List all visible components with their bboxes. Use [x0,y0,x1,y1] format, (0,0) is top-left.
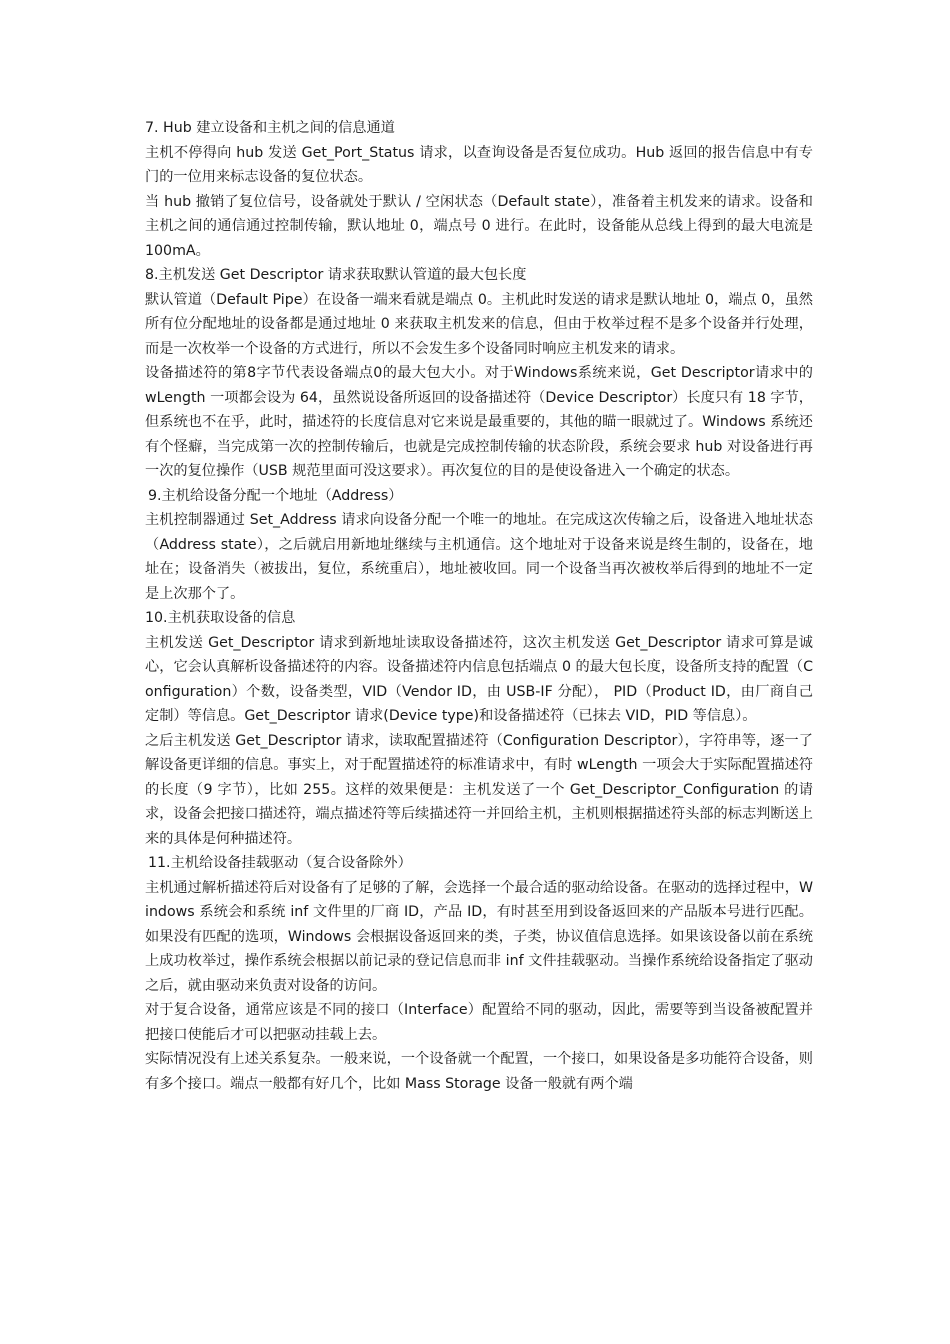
paragraph: 实际情况没有上述关系复杂。一般来说，一个设备就一个配置，一个接口，如果设备是多功能符合设备，则有多个接口。端点一般都有好几个，比如 Mass Storage 设备一般就有两个端 [145,1051,813,1092]
paragraph: 默认管道（Default Pipe）在设备一端来看就是端点 0。主机此时发送的请求是默认地址 0，端点 0，虽然所有位分配地址的设备都是通过地址 0 来获取主机发来的信息，但由于枚举过程不是多个设备并行处理，而是一次枚举一个设备的方式进行，所以不会发生多个设备同时响应主机发来的请求。 [145,291,813,357]
paragraph: 主机控制器通过 Set_Address 请求向设备分配一个唯一的地址。在完成这次传输之后，设备进入地址状态（Address state），之后就启用新地址继续与主机通信。这个地址对于设备来说是终生制的，设备在，地址在；设备消失（被拔出，复位，系统重启），地址被收回。同一个设备当再次被枚举后得到的地址不一定是上次那个了。 [145,512,813,602]
paragraph: 设备描述符的第8字节代表设备端点0的最大包大小。对于Windows系统来说，Get Descriptor请求中的 wLength 一项都会设为 64，虽然说设备所返回的设备描述符（Device Descriptor）长度只有 18 字节，但系统也不在乎，此时，描述符的长度信息对它来说是最重要的，其他的瞄一眼就过了。Windows 系统还有个怪癖，当完成第一次的控制传输后，也就是完成控制传输的状态阶段，系统会要求 hub 对设备进行再一次的复位操作（USB 规范里面可没这要求）。再次复位的目的是使设备进入一个确定的状态。 [145,365,813,479]
paragraph: 之后主机发送 Get_Descriptor 请求，读取配置描述符（Configuration Descriptor），字符串等，逐一了解设备更详细的信息。事实上，对于配置描述符的标准请求中，有时 wLength 一项会大于实际配置描述符的长度（9 字节），比如 255。这样的效果便是：主机发送了一个 Get_Descriptor_Configuration 的请求，设备会把接口描述符，端点描述符等后续描述符一并回给主机，主机则根据描述符头部的标志判断送上来的具体是何种描述符。 [145,732,813,847]
heading-step-11: 11.主机给设备挂载驱动（复合设备除外） [148,855,412,871]
paragraph: 对于复合设备，通常应该是不同的接口（Interface）配置给不同的驱动，因此，需要等到当设备被配置并把接口使能后才可以把驱动挂载上去。 [145,1002,813,1043]
heading-step-8: 8.主机发送 Get Descriptor 请求获取默认管道的最大包长度 [145,267,527,283]
heading-step-9: 9.主机给设备分配一个地址（Address） [148,487,403,504]
heading-step-10: 10.主机获取设备的信息 [145,610,296,626]
document-page [145,116,813,1096]
paragraph: 当 hub 撤销了复位信号，设备就处于默认 / 空闲状态（Default state），准备着主机发来的请求。设备和主机之间的通信通过控制传输，默认地址 0，端点号 0 进行。在此时，设备能从总线上得到的最大电流是 100mA。 [145,193,813,259]
heading-step-7: 7. Hub 建立设备和主机之间的信息通道 [145,120,395,136]
paragraph: 主机通过解析描述符后对设备有了足够的了解，会选择一个最合适的驱动给设备。在驱动的选择过程中，Windows 系统会和系统 inf 文件里的厂商 ID，产品 ID，有时甚至用到设备返回来的产品版本号进行匹配。如果没有匹配的选项，Windows 会根据设备返回来的类，子类，协议值信息选择。如果该设备以前在系统上成功枚举过，操作系统会根据以前记录的登记信息而非 inf 文件挂载驱动。当操作系统给设备指定了驱动之后，就由驱动来负责对设备的访问。 [145,879,813,994]
paragraph: 主机发送 Get_Descriptor 请求到新地址读取设备描述符，这次主机发送 Get_Descriptor 请求可算是诚心，它会认真解析设备描述符的内容。设备描述符内信息包括端点 0 的最大包长度，设备所支持的配置（Configuration）个数，设备类型，VID（Vendor ID，由 USB-IF 分配）， PID（Product ID，由厂商自己定制）等信息。Get_Descriptor 请求(Device type)和设备描述符（已抹去 VID，PID 等信息）。 [145,634,813,724]
paragraph: 主机不停得向 hub 发送 Get_Port_Status 请求，以查询设备是否复位成功。Hub 返回的报告信息中有专门的一位用来标志设备的复位状态。 [145,144,813,185]
